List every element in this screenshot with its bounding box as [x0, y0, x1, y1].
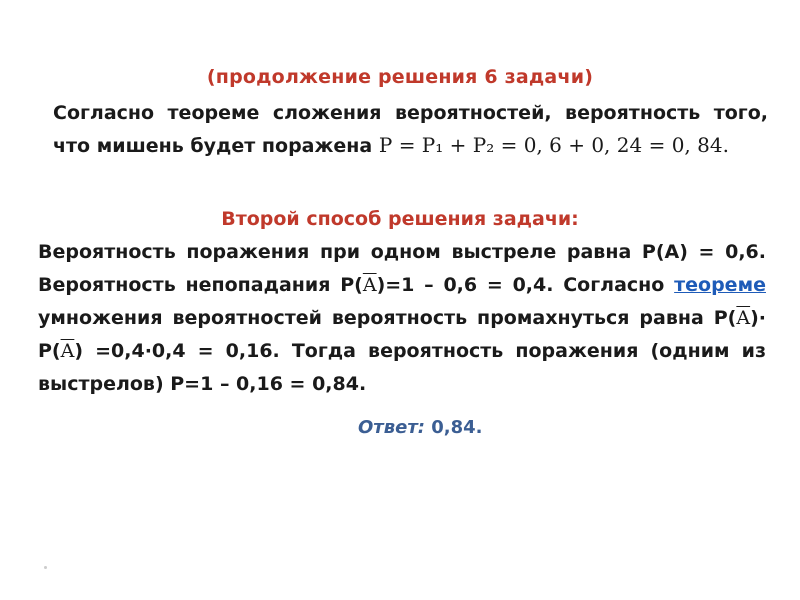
answer-line	[358, 417, 483, 438]
paragraph-method2	[38, 236, 766, 401]
sentence-miss-b: )=1 – 0,6 = 0,4. Согласно	[376, 274, 665, 296]
a-bar-symbol: $\overline{A}$	[60, 340, 75, 362]
sentence-product-a: умножения вероятностей вероятность промахнуться равна P(	[38, 307, 737, 329]
sentence-product-b: )· P(	[38, 307, 766, 362]
sentence-product-c: ) =0,4·0,4 = 0,16. Тогда вероятность поражения (одним из выстрелов) P=1 – 0,16 = 0,84.	[38, 340, 766, 395]
section-title-continuation: (продолжение решения 6 задачи)	[206, 66, 594, 88]
paragraph-text: Согласно теореме сложения вероятностей, вероятность того, что мишень будет поражена	[53, 102, 768, 157]
answer-label: Ответ:	[358, 417, 425, 438]
section-title-method2: Второй способ решения задачи:	[221, 208, 579, 230]
decorative-dot	[44, 566, 47, 569]
paragraph-addition-theorem	[53, 97, 768, 162]
sentence-hit-probability: Вероятность поражения при одном выстреле равна P(A) = 0,6.	[38, 241, 766, 263]
a-bar-symbol: $\overline{A}$	[736, 307, 751, 329]
answer-value: 0,84.	[431, 417, 483, 438]
theorem-link[interactable]: теореме	[674, 274, 766, 296]
a-bar-symbol: $\overline{A}$	[362, 274, 377, 296]
sentence-miss-a: Вероятность непопадания P(	[38, 274, 363, 296]
formula-addition: P = P₁ + P₂ = 0, 6 + 0, 24 = 0, 84.	[378, 133, 729, 157]
